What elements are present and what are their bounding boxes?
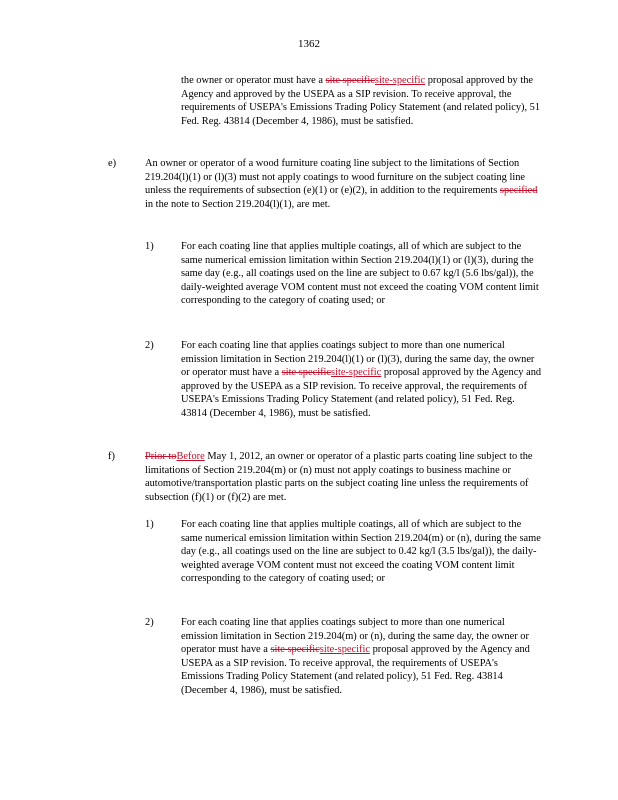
item-e2-paragraph	[181, 339, 543, 420]
item-e2-text-1: For each coating line that applies coatings subject to more than one numerical emission limitation in Section 219.204(l)(1) or (l)(3), during the same day, the owner or operator must have a	[181, 340, 535, 378]
deleted-text: site specific	[325, 75, 375, 86]
item-f2-text-2: proposal approved by the Agency and USEPA as a SIP revision. To receive approval, the requirements of USEPA's Emissions Trading Policy Statement (and related policy), 51 Fed. Reg. 43814 (December 4, 1986), must be satisfied.	[181, 644, 530, 696]
deleted-text: Prior to	[145, 451, 177, 462]
continuation-text-2: proposal approved by the Agency and approved by the USEPA as a SIP revision. To receive approval, the requirements of USEPA's Emissions Trading Policy Statement (and related policy), 51 Fed. Reg. 43814 (December 4, 1986), must be satisfied.	[181, 75, 541, 127]
deleted-text: specified	[499, 185, 538, 196]
item-f1-label: 1)	[145, 519, 154, 530]
item-e2-text-2: proposal approved by the Agency and approved by the USEPA as a SIP revision. To receive approval, the requirements of USEPA's Emissions Trading Policy Statement (and related policy), 51 Fed. Reg. 43814 (December 4, 1986), must be satisfied.	[181, 367, 542, 419]
deleted-text: site specific	[281, 367, 332, 378]
item-e1-label: 1)	[145, 241, 154, 252]
subsection-f-text-1: May 1, 2012, an owner or operator of a plastic parts coating line subject to the limitations of Section 219.204(m) or (n) must not apply coatings to business machine or automotive/transportation plastic parts on the subject coating line unless the requirements of subsection (f)(1) or (f)(2) are met.	[145, 451, 533, 503]
item-f1-paragraph: For each coating line that applies multiple coatings, all of which are subject to the same numerical emission limitation within Section 219.204(m) or (n), during the same day (e.g., all coatings used on the line are subject to 0.42 kg/l (3.5 lbs/gal)), the daily-weighted average VOM content must not exceed the coating VOM content limit corresponding to the category of coating used; or	[181, 519, 541, 584]
subsection-e-paragraph	[145, 157, 543, 211]
deleted-text: site specific	[270, 644, 320, 655]
page-number: 1362	[298, 38, 320, 50]
item-f2-paragraph	[181, 616, 543, 697]
item-e1-paragraph: For each coating line that applies multiple coatings, all of which are subject to the same numerical emission limitation within Section 219.204(l)(1) or (l)(3), during the same day (e.g., all coatings used on the line are subject to 0.67 kg/l (5.6 lbs/gal)), the daily-weighted average VOM content must not exceed the coating VOM content limit corresponding to the category of coating used; or	[181, 241, 539, 306]
inserted-text: site-specific	[319, 644, 370, 655]
subsection-f-label: f)	[108, 451, 115, 462]
inserted-text: site-specific	[374, 75, 426, 86]
item-f2-text-1: For each coating line that applies coatings subject to more than one numerical emission limitation in Section 219.204(m) or (n), during the same day, the owner or operator must have a	[181, 617, 529, 655]
subsection-f-paragraph	[145, 450, 545, 504]
inserted-text: Before	[176, 451, 205, 462]
subsection-e-text-2: in the note to Section 219.204(l)(1), are met.	[145, 198, 331, 210]
subsection-e-text-1: An owner or operator of a wood furniture coating line subject to the limitations of Section 219.204(l)(1) or (l)(3) must not apply coatings to wood furniture on the subject coating line unless the requirements of subsection (e)(1) or (e)(2), in addition to the requirements	[145, 158, 526, 196]
continuation-paragraph	[181, 74, 543, 128]
item-e2-label: 2)	[145, 340, 154, 351]
subsection-e-label: e)	[108, 158, 117, 169]
item-f2-label: 2)	[145, 617, 154, 628]
inserted-text: site-specific	[331, 367, 382, 378]
continuation-text-1: the owner or operator must have a	[181, 75, 326, 86]
